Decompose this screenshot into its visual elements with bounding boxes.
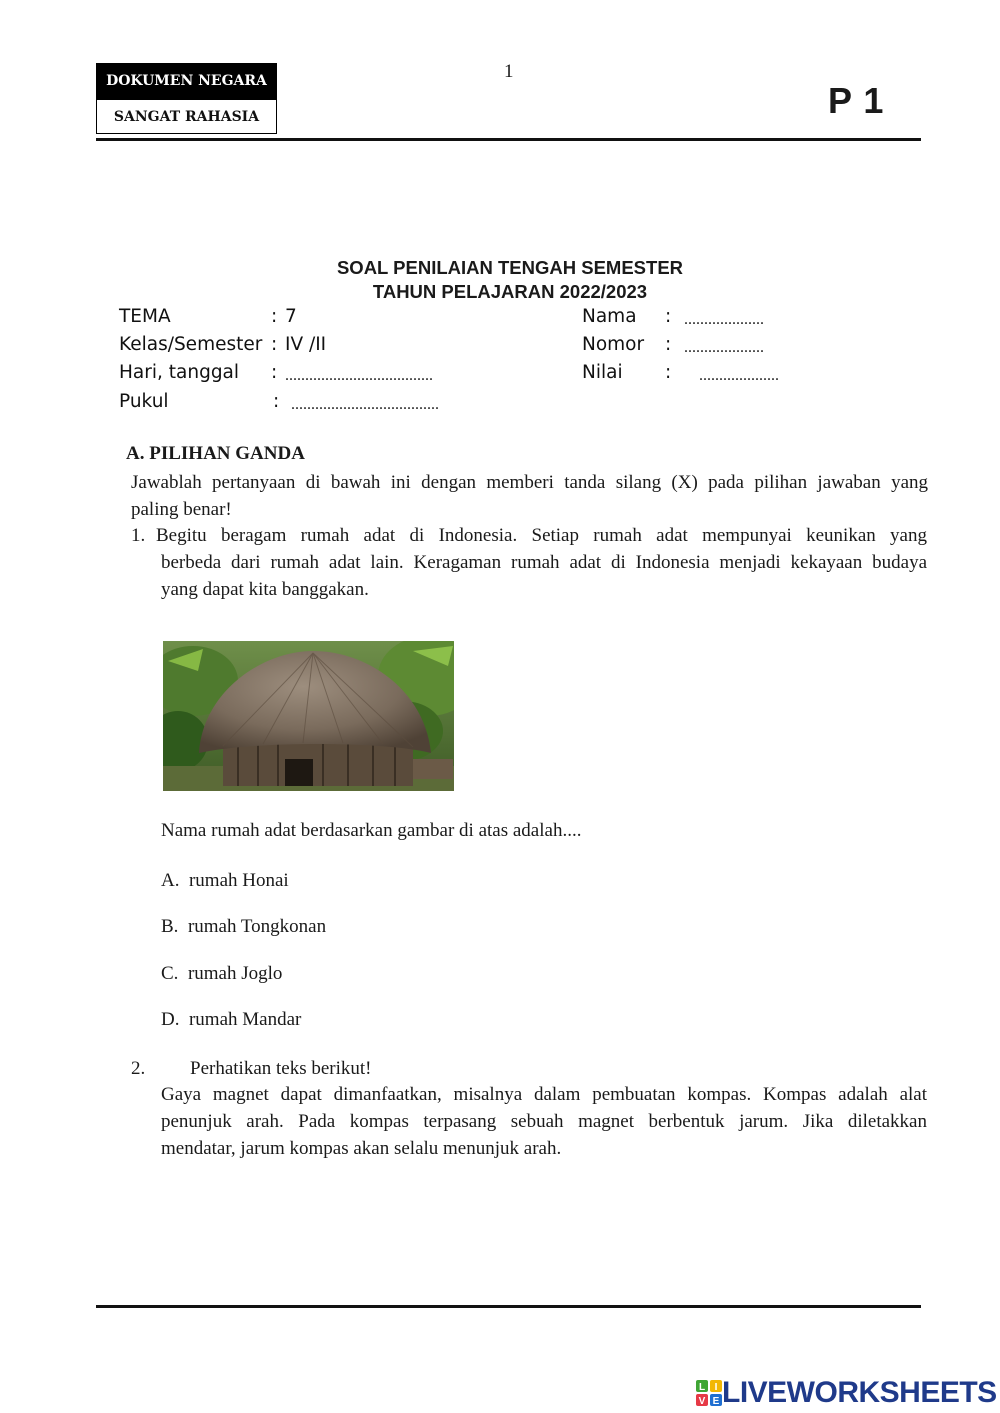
instruction-line: paling benar! bbox=[131, 499, 232, 520]
option-b[interactable] bbox=[161, 916, 326, 938]
info-field-nilai[interactable]: .................... bbox=[699, 367, 779, 384]
info-field-pukul[interactable]: ..................................... bbox=[291, 396, 439, 413]
info-colon: : bbox=[273, 391, 280, 412]
liveworksheets-logo-icon bbox=[696, 1380, 722, 1406]
question-prompt: Nama rumah adat berdasarkan gambar di atas adalah.... bbox=[161, 820, 582, 841]
info-colon: : bbox=[271, 334, 278, 355]
page-number: 1 bbox=[504, 61, 514, 82]
question-text-line: yang dapat kita banggakan. bbox=[161, 579, 369, 600]
option-letter: B. bbox=[161, 916, 179, 937]
info-label-nama: Nama bbox=[582, 306, 637, 327]
option-text: rumah Tongkonan bbox=[187, 916, 327, 937]
header-divider bbox=[96, 138, 921, 141]
exam-year: TAHUN PELAJARAN 2022/2023 bbox=[372, 281, 648, 302]
info-colon: : bbox=[665, 334, 672, 355]
question-number: 1. bbox=[131, 525, 146, 546]
info-colon: : bbox=[271, 362, 278, 383]
info-colon: : bbox=[271, 306, 278, 327]
logo-letter: E bbox=[712, 1396, 720, 1406]
sangat-rahasia-label: SANGAT RAHASIA bbox=[96, 99, 277, 134]
question-text-line: Gaya magnet dapat dimanfaatkan, misalnya dalam pembuatan kompas. Kompas adalah alat bbox=[161, 1084, 927, 1105]
option-text: rumah Mandar bbox=[188, 1009, 302, 1030]
info-colon: : bbox=[665, 306, 672, 327]
option-c[interactable] bbox=[161, 963, 282, 985]
question-text-line: Begitu beragam rumah adat di Indonesia. Setiap rumah adat mempunyai keunikan yang bbox=[156, 525, 927, 546]
section-heading: A. PILIHAN GANDA bbox=[126, 443, 305, 464]
liveworksheets-watermark[interactable] bbox=[696, 1378, 997, 1408]
logo-letter: I bbox=[714, 1382, 718, 1393]
info-field-nama[interactable]: .................... bbox=[684, 311, 764, 328]
info-label-nilai: Nilai bbox=[582, 362, 623, 383]
option-a[interactable] bbox=[161, 870, 289, 892]
info-label-kelas: Kelas/Semester bbox=[119, 334, 263, 355]
info-label-pukul: Pukul bbox=[119, 391, 169, 412]
question-text-line: penunjuk arah. Pada kompas terpasang sebuah magnet berbentuk jarum. Jika diletakkan bbox=[161, 1111, 927, 1132]
option-letter: A. bbox=[161, 870, 180, 891]
exam-title: SOAL PENILAIAN TENGAH SEMESTER bbox=[336, 257, 684, 278]
logo-letter: V bbox=[698, 1396, 706, 1406]
info-colon: : bbox=[665, 362, 672, 383]
info-value-kelas: IV /II bbox=[285, 334, 327, 355]
info-field-hari[interactable]: ..................................... bbox=[285, 367, 433, 384]
info-field-nomor[interactable]: .................... bbox=[684, 339, 764, 356]
option-text: rumah Honai bbox=[188, 870, 289, 891]
question-number: 2. bbox=[131, 1058, 146, 1079]
logo-letter: L bbox=[698, 1382, 706, 1393]
paper-code: P 1 bbox=[828, 80, 885, 121]
option-letter: D. bbox=[161, 1009, 180, 1030]
info-value-tema: 7 bbox=[285, 306, 297, 327]
instruction-line: Jawablah pertanyaan di bawah ini dengan memberi tanda silang (X) pada pilihan jawaban yang bbox=[131, 472, 928, 493]
honai-house-image bbox=[163, 641, 454, 791]
info-label-hari: Hari, tanggal bbox=[119, 362, 240, 383]
option-text: rumah Joglo bbox=[187, 963, 283, 984]
info-label-tema: TEMA bbox=[119, 306, 171, 327]
question-text-line: mendatar, jarum kompas akan selalu menunjuk arah. bbox=[161, 1138, 562, 1159]
watermark-text: LIVEWORKSHEETS bbox=[722, 1376, 997, 1409]
question-text-line: berbeda dari rumah adat lain. Keragaman rumah adat di Indonesia menjadi kekayaan budaya bbox=[161, 552, 927, 573]
info-label-nomor: Nomor bbox=[582, 334, 645, 355]
option-d[interactable] bbox=[161, 1009, 301, 1031]
option-letter: C. bbox=[161, 963, 179, 984]
question-heading: Perhatikan teks berikut! bbox=[190, 1058, 372, 1079]
dokumen-negara-label: DOKUMEN NEGARA bbox=[96, 63, 277, 99]
footer-divider bbox=[96, 1305, 921, 1308]
